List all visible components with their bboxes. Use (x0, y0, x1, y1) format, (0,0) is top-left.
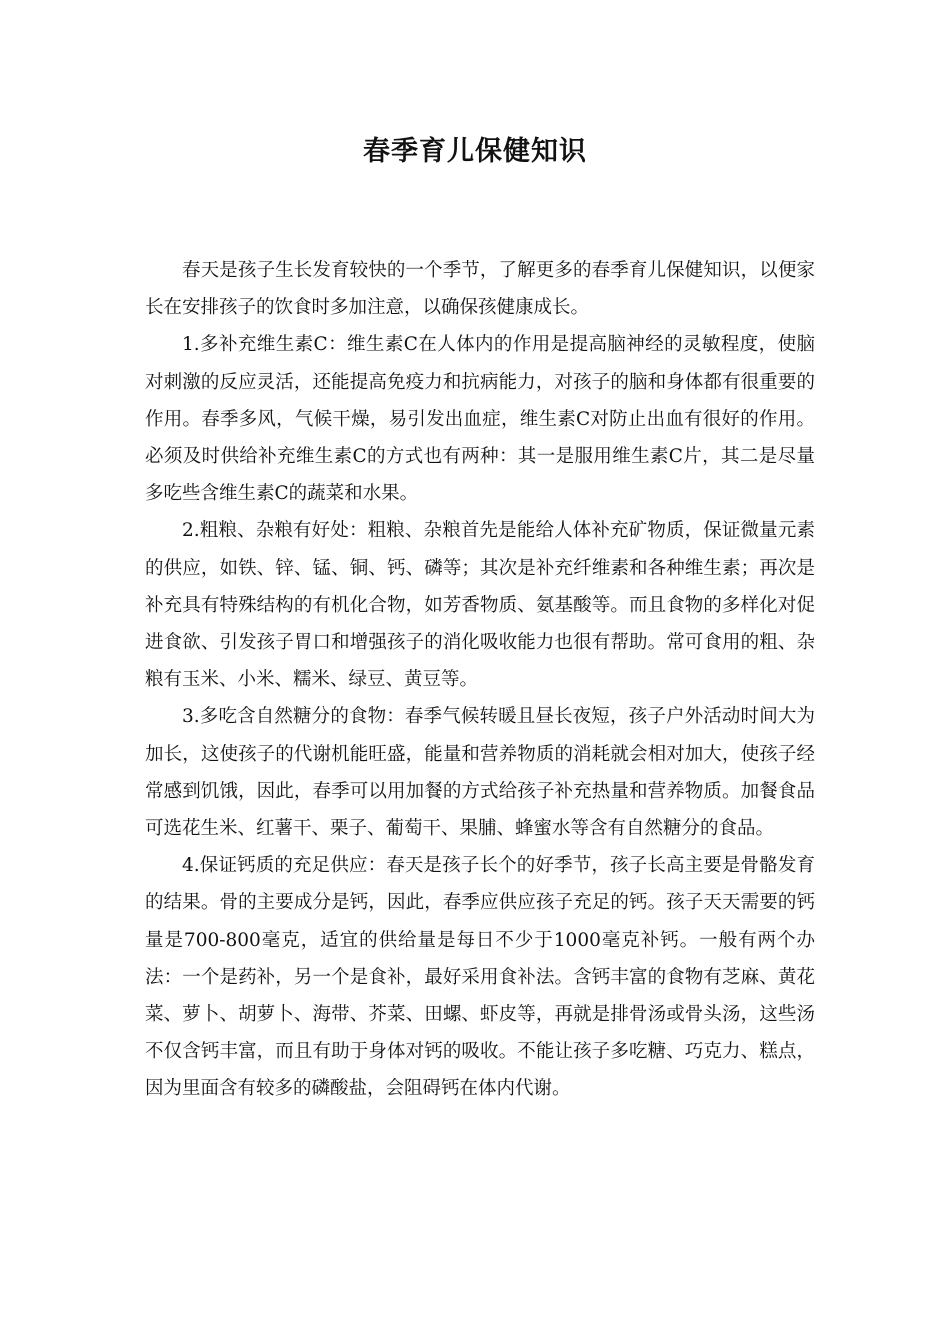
paragraph-calcium: 4.保证钙质的充足供应：春天是孩子长个的好季节，孩子长高主要是骨骼发育的结果。骨的主要成分是钙，因此，春季应供应孩子充足的钙。孩子天天需要的钙量是700-800毫克，适宜的供给量是每日不少于1000毫克补钙。一般有两个办法：一个是药补，另一个是食补，最好采用食补法。含钙丰富的食物有芝麻、黄花菜、萝卜、胡萝卜、海带、芥菜、田螺、虾皮等，再就是排骨汤或骨头汤，这些汤不仅含钙丰富，而且有助于身体对钙的吸收。不能让孩子多吃糖、巧克力、糕点，因为里面含有较多的磷酸盐，会阻碍钙在体内代谢。 (145, 855, 815, 1100)
document-title: 春季育儿保健知识 (363, 136, 587, 167)
paragraph-natural-sugar: 3.多吃含自然糖分的食物：春季气候转暖且昼长夜短，孩子户外活动时间大为加长，这使孩子的代谢机能旺盛，能量和营养物质的消耗就会相对加大，使孩子经常感到饥饿，因此，春季可以用加餐的方式给孩子补充热量和营养物质。加餐食品可选花生米、红薯干、栗子、葡萄干、果脯、蜂蜜水等含有自然糖分的食品。 (145, 706, 815, 840)
paragraph-vitamin-c: 1.多补充维生素C：维生素C在人体内的作用是提高脑神经的灵敏程度，使脑对刺激的反应灵活，还能提高免疫力和抗病能力，对孩子的脑和身体都有很重要的作用。春季多风，气候干燥，易引发出血症，维生素C对防止出血有很好的作用。必须及时供给补充维生素C的方式也有两种：其一是服用维生素C片，其二是尽量多吃些含维生素C的蔬菜和水果。 (145, 334, 815, 505)
intro-paragraph: 春天是孩子生长发育较快的一个季节，了解更多的春季育儿保健知识，以便家长在安排孩子的饮食时多加注意，以确保孩健康成长。 (145, 260, 815, 319)
paragraph-coarse-grains: 2.粗粮、杂粮有好处：粗粮、杂粮首先是能给人体补充矿物质，保证微量元素的供应，如铁、锌、锰、铜、钙、磷等；其次是补充纤维素和各种维生素；再次是补充具有特殊结构的有机化合物，如芳香物质、氨基酸等。而且食物的多样化对促进食欲、引发孩子胃口和增强孩子的消化吸收能力也很有帮助。常可食用的粗、杂粮有玉米、小米、糯米、绿豆、黄豆等。 (145, 520, 815, 691)
document-body (145, 252, 815, 1108)
